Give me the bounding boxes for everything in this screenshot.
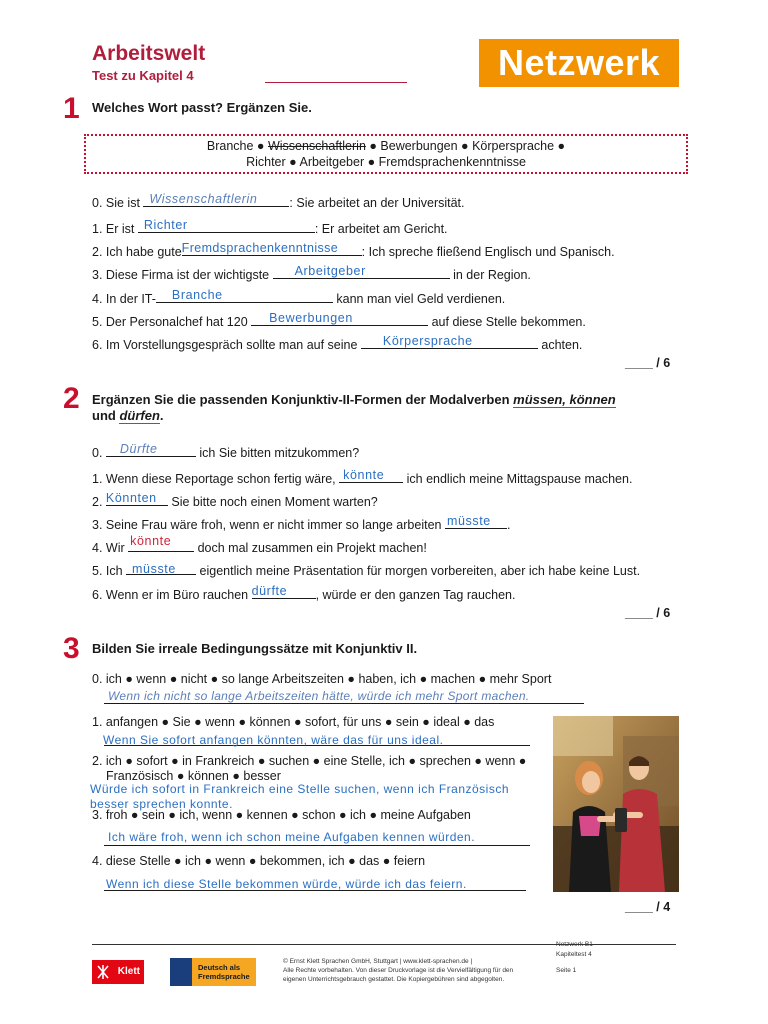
s3-answer-line-0[interactable] [104, 703, 584, 704]
s3-prompt-2b: Französisch ● können ● besser [106, 769, 281, 783]
copyright-notice: © Ernst Klett Sprachen GmbH, Stuttgart | www.klett-sprachen.de | Alle Rechte vorbehalten. Von dieser Druckvorlage ist die Vervielfältigung für den eigenen Unterrichtsgebrauch gestattet. Die Kopiergebühren sind abgegolten. [283, 958, 514, 983]
s3-prompt-2a: 2. ich ● sofort ● in Frankreich ● suchen ● eine Stelle, ich ● sprechen ● wenn ● [92, 754, 527, 768]
netzwerk-logo: Netzwerk [479, 39, 679, 87]
word-arbeitgeber: Arbeitgeber [299, 155, 365, 169]
s2-blank-3[interactable]: müsste [445, 514, 507, 529]
s3-prompt-0: 0. ich ● wenn ● nicht ● so lange Arbeitszeiten ● haben, ich ● machen ● mehr Sport [92, 672, 552, 686]
s1-item-5: 5. Der Personalchef hat 120 Bewerbungen auf diese Stelle bekommen. [92, 311, 586, 329]
s2-item-6: 6. Wenn er im Büro rauchen dürfte , würde er den ganzen Tag rauchen. [92, 584, 516, 602]
s1-blank-6[interactable]: Körpersprache [361, 334, 538, 349]
s1-blank-3[interactable]: Arbeitgeber [273, 264, 450, 279]
s1-item-3: 3. Diese Firma ist der wichtigste Arbeitgeber in der Region. [92, 264, 531, 282]
s1-blank-0[interactable]: Wissenschaftlerin [143, 192, 289, 207]
s3-answer-line-3[interactable] [104, 845, 530, 846]
s1-item-6: 6. Im Vorstellungsgespräch sollte man auf seine Körpersprache achten. [92, 334, 583, 352]
word-branche: Branche [206, 139, 254, 153]
s3-prompt-1: 1. anfangen ● Sie ● wenn ● können ● sofort, für uns ● sein ● ideal ● das [92, 715, 495, 729]
section-1-number: 1 [63, 92, 80, 125]
s1-blank-1[interactable]: Richter [138, 218, 315, 233]
s3-answer-1: Wenn Sie sofort anfangen könnten, wäre das für uns ideal. [103, 733, 444, 747]
word-bewerbungen: Bewerbungen [380, 139, 458, 153]
section-3-number: 3 [63, 632, 80, 665]
s1-blank-4[interactable]: Branche [156, 288, 333, 303]
s3-answer-4: Wenn ich diese Stelle bekommen würde, würde ich das feiern. [106, 877, 467, 891]
office-photo [553, 716, 679, 892]
s2-score: ____ / 6 [625, 606, 671, 620]
s2-blank-1[interactable]: könnte [339, 468, 403, 483]
s3-answer-2a: Würde ich sofort in Frankreich eine Stelle suchen, wenn ich Französisch [90, 782, 510, 796]
s1-item-1: 1. Er ist Richter : Er arbeitet am Gericht. [92, 218, 448, 236]
s1-item-2: 2. Ich habe gute Fremdsprachenkenntnisse : Ich spreche fließend Englisch und Spanisch. [92, 241, 615, 259]
s3-answer-2b: besser sprechen konnte. [90, 797, 233, 811]
footer-meta: Netzwerk B1 Kapiteltest 4 Seite 1 [556, 941, 593, 974]
section-1-title: Welches Wort passt? Ergänzen Sie. [92, 100, 312, 115]
s2-item-3: 3. Seine Frau wäre froh, wenn er nicht immer so lange arbeiten müsste . [92, 514, 511, 532]
s1-blank-5[interactable]: Bewerbungen [251, 311, 428, 326]
s2-item-1: 1. Wenn diese Reportage schon fertig wäre, könnte ich endlich meine Mittagspause machen. [92, 468, 633, 486]
s3-answer-0: Wenn ich nicht so lange Arbeitszeiten hätte, würde ich mehr Sport machen. [108, 689, 530, 703]
worksheet-title: Arbeitswelt [92, 42, 206, 65]
word-fremdsprachenkenntnisse: Fremdsprachenkenntnisse [378, 155, 526, 169]
s2-item-0: 0. Dürfte ich Sie bitten mitzukommen? [92, 442, 360, 460]
s3-answer-3: Ich wäre froh, wenn ich schon meine Aufgaben kennen würden. [108, 830, 476, 844]
section-2-title: Ergänzen Sie die passenden Konjunktiv-II-Formen der Modalverben müssen, können und dürfen. [92, 392, 616, 423]
s2-blank-5[interactable]: müsste [126, 560, 196, 575]
s2-item-5: 5. Ich müsste eigentlich meine Präsentation für morgen vorbereiten, aber ich habe keine Lust. [92, 562, 641, 578]
section-2-number: 2 [63, 382, 80, 415]
s3-prompt-3: 3. froh ● sein ● ich, wenn ● kennen ● schon ● ich ● meine Aufgaben [92, 808, 471, 822]
s1-score: ____ / 6 [625, 356, 671, 370]
daf-logo: Deutsch als Fremdsprache [170, 958, 256, 986]
s2-item-4: 4. Wir könnte doch mal zusammen ein Projekt machen! [92, 534, 427, 555]
s3-score: ____ / 4 [625, 900, 671, 914]
s1-item-0: 0. Sie ist Wissenschaftlerin : Sie arbeitet an der Universität. [92, 192, 465, 210]
name-line [265, 82, 407, 83]
klett-emblem-icon [96, 964, 110, 980]
section-3-title: Bilden Sie irreale Bedingungssätze mit Konjunktiv II. [92, 641, 418, 656]
word-richter: Richter [246, 155, 286, 169]
word-box: Branche ● Wissenschaftlerin ● Bewerbungen ● Körpersprache ● Richter ● Arbeitgeber ● Fremdsprachenkenntnisse [84, 134, 688, 174]
s2-blank-4[interactable]: könnte [128, 537, 194, 552]
klett-logo: Klett [92, 960, 144, 984]
word-koerpersprache: Körpersprache [472, 139, 555, 153]
s1-item-4: 4. In der IT- Branche kann man viel Geld verdienen. [92, 288, 506, 306]
s1-blank-2[interactable]: Fremdsprachenkenntnisse [182, 241, 362, 256]
s2-blank-2[interactable]: Könnten [106, 491, 168, 506]
s2-item-2: 2. Könnten Sie bitte noch einen Moment warten? [92, 491, 378, 509]
s2-blank-0[interactable]: Dürfte [106, 442, 196, 457]
word-wissenschaftlerin: Wissenschaftlerin [267, 139, 366, 153]
worksheet-subtitle: Test zu Kapitel 4 [92, 68, 194, 83]
s3-prompt-4: 4. diese Stelle ● ich ● wenn ● bekommen, ich ● das ● feiern [92, 854, 426, 868]
s2-blank-6[interactable]: dürfte [252, 584, 316, 599]
